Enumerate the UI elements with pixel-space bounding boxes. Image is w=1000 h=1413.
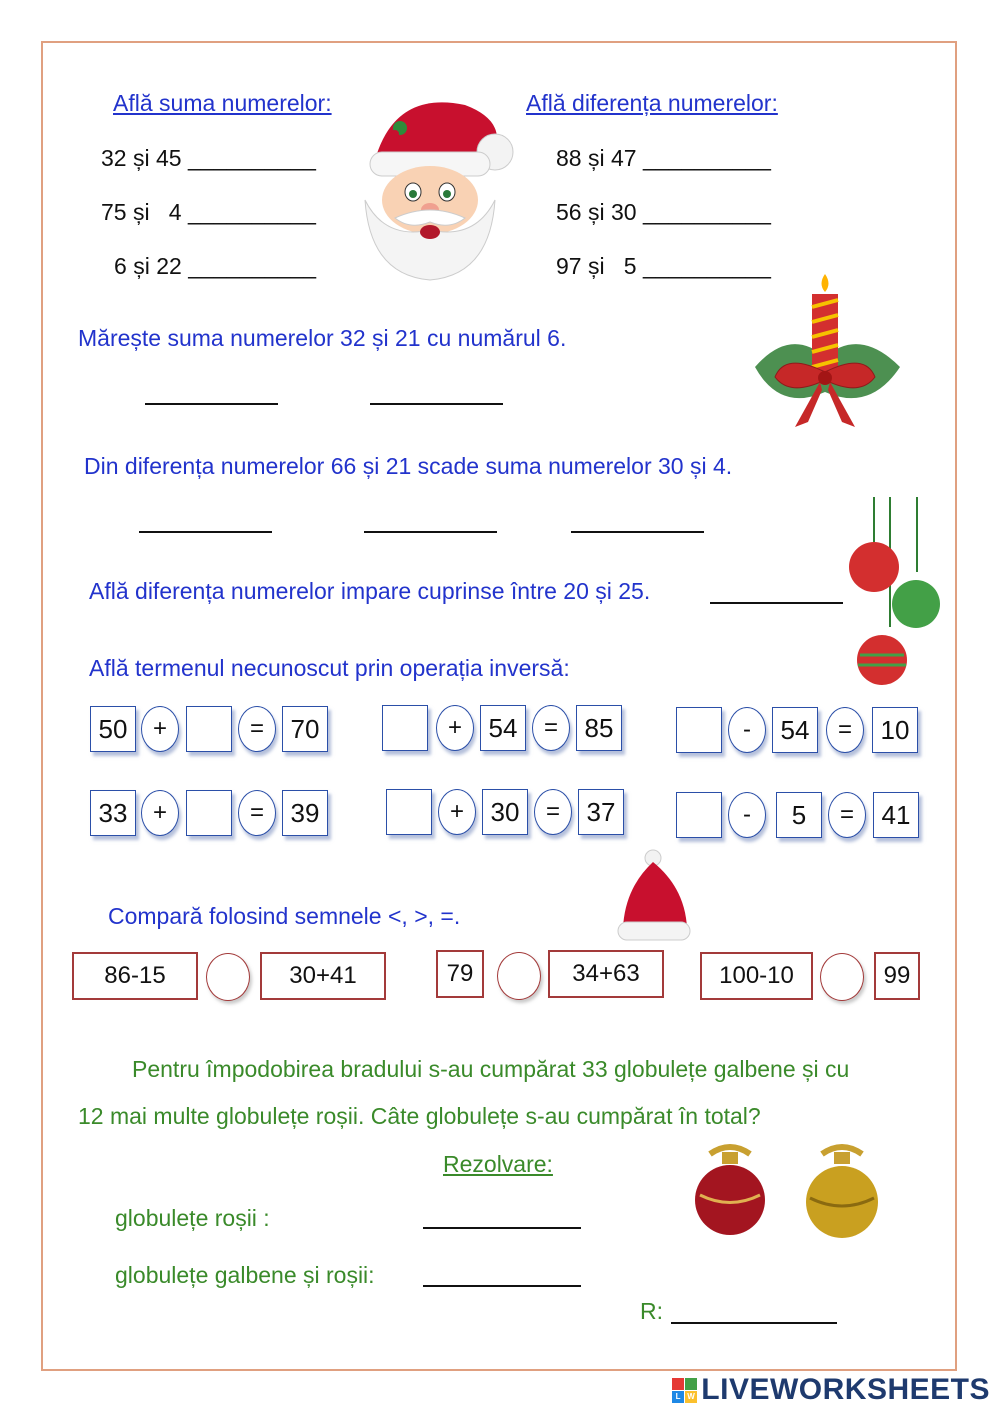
liveworksheets-logo-icon: L W <box>672 1378 697 1403</box>
compare-title: Compară folosind semnele <, >, =. <box>108 903 461 929</box>
task1-answer-2[interactable] <box>370 403 503 405</box>
solution-row2-label: globulețe galbene și roșii: <box>115 1262 375 1288</box>
inverse-r1g3-op: - <box>728 707 766 753</box>
compare-3-sign[interactable] <box>820 953 864 1001</box>
inverse-r1g1-c: 70 <box>282 706 328 752</box>
inverse-r2g3-op: - <box>728 792 766 838</box>
solution-label: Rezolvare: <box>443 1151 553 1177</box>
compare-1-sign[interactable] <box>206 953 250 1001</box>
inverse-r1g2-op: + <box>436 705 474 751</box>
sum-item-1: 32 și 45 __________ <box>101 145 316 171</box>
inverse-r2g1-c: 39 <box>282 790 328 836</box>
sum-item-3: 6 și 22 __________ <box>114 253 317 279</box>
diff-item-2: 56 și 30 __________ <box>556 199 771 225</box>
sum-item-2: 75 și 4 __________ <box>101 199 316 225</box>
problem-line-1: Pentru împodobirea bradului s-au cumpărat 33 globulețe galbene și cu <box>132 1056 850 1082</box>
inverse-r2g3-eq: = <box>828 792 866 838</box>
task3-text: Află diferența numerelor impare cuprinse între 20 și 25. <box>89 578 651 604</box>
santa-icon <box>355 90 520 285</box>
inverse-r1g1-b[interactable] <box>186 706 232 752</box>
inverse-title: Află termenul necunoscut prin operația inversă: <box>89 655 570 681</box>
inverse-r1g3-eq: = <box>826 707 864 753</box>
santa-hat-icon <box>615 848 695 946</box>
brand-name: LIVEWORKSHEETS <box>701 1373 990 1406</box>
sum-answer-2[interactable]: __________ <box>187 199 316 225</box>
inverse-r1g1-a: 50 <box>90 706 136 752</box>
diff-answer-1[interactable]: __________ <box>642 145 771 171</box>
solution-row2-answer[interactable] <box>423 1285 581 1287</box>
compare-3-left: 100-10 <box>700 952 813 1000</box>
compare-1-left: 86-15 <box>72 952 198 1000</box>
sum-title: Află suma numerelor: <box>113 90 332 116</box>
final-answer[interactable] <box>671 1322 837 1324</box>
inverse-r2g2-c: 37 <box>578 789 624 835</box>
task1-text: Mărește suma numerelor 32 și 21 cu numărul 6. <box>78 325 567 351</box>
problem-line-2: 12 mai multe globulețe roșii. Câte globulețe s-au cumpărat în total? <box>78 1103 761 1129</box>
diff-item-3: 97 și 5 __________ <box>556 253 771 279</box>
inverse-r2g2-op: + <box>438 789 476 835</box>
inverse-r1g1-op: + <box>141 706 179 752</box>
liveworksheets-brand[interactable] <box>672 1373 990 1407</box>
inverse-r2g3-c: 41 <box>873 792 919 838</box>
inverse-r1g2-b: 54 <box>480 705 526 751</box>
inverse-r1g3-a[interactable] <box>676 707 722 753</box>
inverse-r1g2-eq: = <box>532 705 570 751</box>
answer-label: R: <box>640 1298 663 1324</box>
inverse-r1g3-c: 10 <box>872 707 918 753</box>
candle-icon <box>750 272 905 437</box>
diff-answer-3[interactable]: __________ <box>642 253 771 279</box>
task2-text: Din diferența numerelor 66 și 21 scade suma numerelor 30 și 4. <box>84 453 733 479</box>
inverse-r2g3-a[interactable] <box>676 792 722 838</box>
task1-answer-1[interactable] <box>145 403 278 405</box>
compare-1-right: 30+41 <box>260 952 386 1000</box>
task2-answer-3[interactable] <box>571 531 704 533</box>
compare-3-right: 99 <box>874 952 920 1000</box>
compare-2-left: 79 <box>436 950 484 998</box>
inverse-r2g1-b[interactable] <box>186 790 232 836</box>
sum-answer-1[interactable]: __________ <box>187 145 316 171</box>
inverse-r2g1-eq: = <box>238 790 276 836</box>
diff-title: Află diferența numerelor: <box>526 90 778 116</box>
hanging-ornaments-icon <box>842 497 947 692</box>
baubles-icon <box>690 1140 890 1242</box>
inverse-r1g2-a[interactable] <box>382 705 428 751</box>
task2-answer-1[interactable] <box>139 531 272 533</box>
inverse-r1g3-b: 54 <box>772 707 818 753</box>
sum-answer-3[interactable]: __________ <box>188 253 317 279</box>
compare-2-sign[interactable] <box>497 952 541 1000</box>
inverse-r1g2-c: 85 <box>576 705 622 751</box>
diff-item-1: 88 și 47 __________ <box>556 145 771 171</box>
inverse-r2g2-a[interactable] <box>386 789 432 835</box>
task2-answer-2[interactable] <box>364 531 497 533</box>
inverse-r1g1-eq: = <box>238 706 276 752</box>
inverse-r2g2-b: 30 <box>482 789 528 835</box>
solution-row1-label: globulețe roșii : <box>115 1205 270 1231</box>
diff-answer-2[interactable]: __________ <box>642 199 771 225</box>
compare-2-right: 34+63 <box>548 950 664 998</box>
inverse-r2g1-op: + <box>141 790 179 836</box>
task3-answer[interactable] <box>710 602 843 604</box>
solution-row1-answer[interactable] <box>423 1227 581 1229</box>
inverse-r2g2-eq: = <box>534 789 572 835</box>
inverse-r2g3-b: 5 <box>776 792 822 838</box>
inverse-r2g1-a: 33 <box>90 790 136 836</box>
